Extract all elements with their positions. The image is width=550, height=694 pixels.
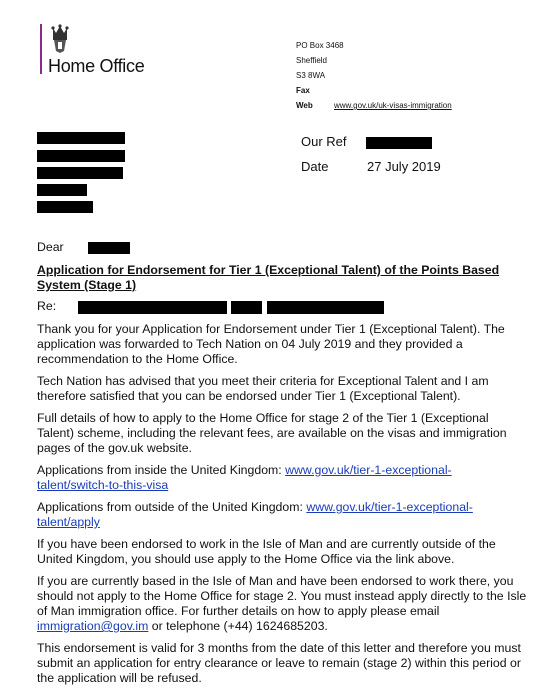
paragraph-4-text: Applications from inside the United Kingdom: [37,463,286,477]
paragraph-7-tail: or telephone (+44) 1624685203. [148,619,328,633]
paragraph-5 [37,500,515,530]
redacted-ref [366,137,432,149]
redacted-recipient-line [37,167,123,179]
logo-accent-bar [40,24,42,74]
paragraph-1: Thank you for your Application for Endorsement under Tier 1 (Exceptional Talent). The application was forwarded to Tech Nation on 04 July 2019 and they provided a recommendation to the Home Office. [37,322,505,366]
date-value: 27 July 2019 [367,159,441,174]
redacted-recipient-line [37,201,93,213]
redacted-name [88,242,130,254]
paragraph-3: Full details of how to apply to the Home Office for stage 2 of the Tier 1 (Exceptional Talent) scheme, including the relevant fees, are available on the visas and immigration pages of the gov.uk website. [37,411,507,455]
our-ref-label: Our Ref [301,134,347,149]
email-link[interactable]: immigration@gov.im [37,619,149,633]
royal-crest-icon [49,24,71,54]
redacted-recipient-line [37,132,125,144]
fax-label: Fax [296,86,310,95]
date-label: Date [301,159,329,174]
paragraph-5-text: Applications from outside of the United Kingdom: [37,500,307,514]
address-line-2: Sheffield [296,56,327,65]
redacted-recipient-line [37,184,87,196]
paragraph-8: This endorsement is valid for 3 months from the date of this letter and therefore you must submit an application for entry clearance or leave to remain (stage 2) within this period or the application will be refused. [37,641,521,685]
redacted-recipient-line [37,150,125,162]
redacted-re-3 [267,301,384,314]
paragraph-4 [37,463,492,493]
address-line-1: PO Box 3468 [296,41,344,50]
logo-text: Home Office [48,56,145,76]
salutation: Dear [37,240,64,254]
web-label: Web [296,101,313,110]
web-link[interactable]: www.gov.uk/uk-visas-immigration [334,101,452,110]
inside-uk-link[interactable]: www.gov.uk/tier-1-exceptional-talent/switch-to-this-visa [37,463,452,492]
paragraph-7-text: If you are currently based in the Isle of Man and have been endorsed to work there, you should not apply to the Home Office for stage 2. You must instead apply directly to the Isle of Man immigration office. For further details on how to apply please email [37,574,527,618]
outside-uk-link[interactable]: www.gov.uk/tier-1-exceptional-talent/apply [37,500,473,529]
re-label: Re: [37,299,57,313]
redacted-re-1 [78,301,227,314]
paragraph-2: Tech Nation has advised that you meet their criteria for Exceptional Talent and I am therefore satisfied that you can be endorsed under Tier 1 (Exceptional Talent). [37,374,489,403]
letter-subject: Application for Endorsement for Tier 1 (Exceptional Talent) of the Points Based System (Stage 1) [37,263,500,292]
redacted-re-2 [231,301,262,314]
address-line-3: S3 8WA [296,71,326,80]
paragraph-7 [37,574,527,634]
paragraph-6: If you have been endorsed to work in the Isle of Man and are currently outside of the United Kingdom, you should use apply to the Home Office via the link above. [37,537,496,566]
